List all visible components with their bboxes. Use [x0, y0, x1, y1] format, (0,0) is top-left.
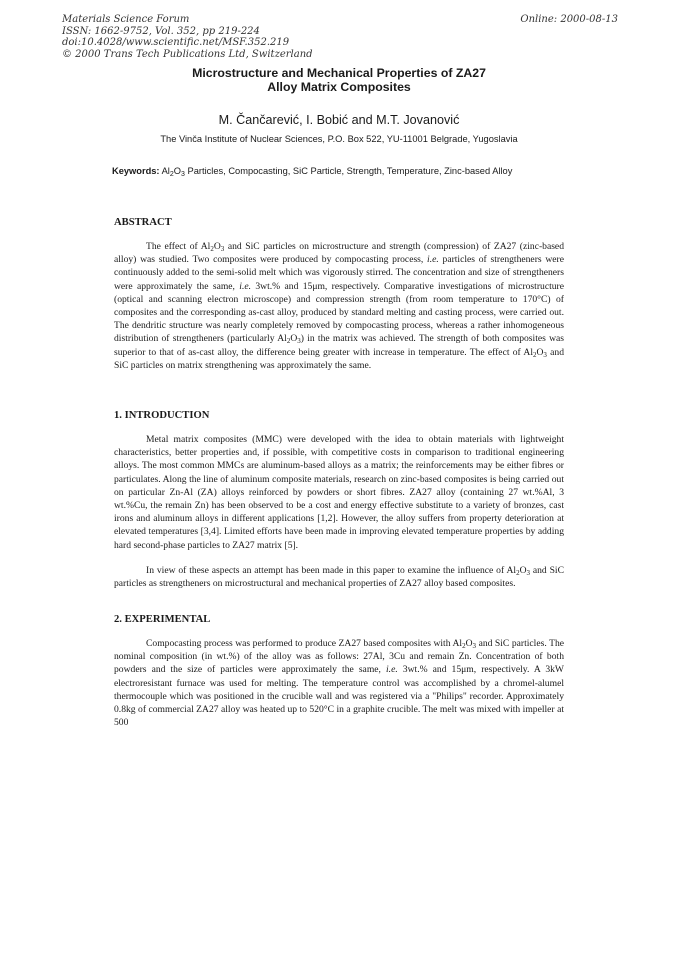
- abstract-text-8: O: [536, 346, 544, 358]
- exp-text-1: Compocasting process was performed to produce ZA27 based composites with Al: [146, 638, 463, 649]
- sub-2: 2: [532, 350, 537, 359]
- copyright-line: © 2000 Trans Tech Publications Ltd, Switzerland: [62, 48, 313, 60]
- paper-title: [0, 66, 678, 94]
- keywords: [112, 166, 582, 176]
- sub-2: 2: [516, 569, 520, 577]
- sub-2: 2: [210, 245, 214, 253]
- experimental-paragraph-1: [114, 637, 564, 729]
- sub-3: 3: [472, 642, 477, 650]
- title-line-1: Microstructure and Mechanical Properties of ZA27: [192, 66, 486, 80]
- abstract-text-2: O: [213, 241, 221, 252]
- keywords-list: Particles, Compocasting, SiC Particle, Strength, Temperature, Zinc-based Alloy: [184, 166, 513, 176]
- ie-italic: i.e.: [239, 280, 252, 292]
- ie-italic: i.e.: [386, 664, 398, 676]
- keywords-o: O: [173, 166, 182, 176]
- ie-italic: i.e.: [427, 254, 439, 266]
- abstract-paragraph: [114, 240, 564, 372]
- journal-header: [62, 14, 618, 60]
- title-line-2: Alloy Matrix Composites: [267, 80, 411, 94]
- sub-2: 2: [462, 642, 466, 650]
- online-date: Online: 2000-08-13: [520, 14, 618, 25]
- keywords-sub-3: 3: [181, 171, 185, 178]
- keywords-al: Al: [161, 166, 170, 176]
- intro-text-1: In view of these aspects an attempt has been made in this paper to examine the influence of Al: [146, 565, 517, 576]
- keywords-sub-2: 2: [169, 171, 174, 178]
- sub-3: 3: [297, 337, 301, 346]
- affiliation: The Vinča Institute of Nuclear Sciences, P.O. Box 522, YU-11001 Belgrade, Yugoslavia: [160, 134, 518, 144]
- abstract-text-7: ) in the matrix was achieved. The strength of both composites was superior to that of as-cast alloy, the difference being greater with increase in temperature. The effect of Al: [114, 333, 565, 358]
- intro-text-3: and SiC particles as strengtheners on microstructural and mechanical properties of ZA27 alloy based composites.: [114, 565, 564, 590]
- journal-name: Materials Science Forum: [62, 14, 190, 25]
- abstract-text-9: and SiC particles on matrix strengthening was approximately the same.: [114, 346, 564, 371]
- keywords-label: Keywords:: [112, 166, 160, 176]
- sub-3: 3: [526, 569, 531, 577]
- introduction-paragraph-2: [114, 564, 564, 590]
- issn-line: ISSN: 1662-9752, Vol. 352, pp 219-224: [62, 25, 260, 37]
- abstract-heading: ABSTRACT: [114, 217, 172, 228]
- abstract-text-4: particles of strengtheners were continuously added to the semi-solid melt which was vigorously stirred. The concentration and size of strengtheners were approximately the same,: [114, 254, 564, 292]
- abstract-text-3: and SiC particles on microstructure and strength (compression) of ZA27 (zinc-based alloy) was studied. Two composites were produced by compocasting process,: [114, 241, 564, 266]
- introduction-heading: 1. INTRODUCTION: [114, 410, 210, 421]
- exp-text-3: and SiC particles. The nominal composition (in wt.%) of the alloy was as follows: 27Al, 3Cu and remain Zn. Concentration of both powders and the size of particles were approximately the same,: [114, 638, 564, 676]
- sub-2: 2: [286, 337, 291, 346]
- exp-text-4: 3wt.% and 15μm, respectively. A 3kW electroresistant furnace was used for melting. The temperature control was accomplished by a chromel-alumel thermocouple which was positioned in the crucible wall and was registered via a "Philips" recorder. Approximately 0.8kg of commercial ZA27 alloy was heated up to 520°C in a graphite crucible. The melt was mixed with impeller at 500: [114, 664, 564, 729]
- doi-line[interactable]: doi:10.4028/www.scientific.net/MSF.352.219: [62, 37, 290, 48]
- introduction-paragraph-1: Metal matrix composites (MMC) were developed with the idea to obtain materials with lightweight characteristics, better properties and, if possible, with competitive costs in comparison to traditional engineering alloys. The most common MMCs are aluminum-based alloys as a matrix; the reinforcements may be either fibres or particulates. Along the line of aluminum composite materials, research on zinc-based composites is being carried out on particular Zn-Al (ZA) alloys reinforced by powders or short fibres. ZA27 alloy (containing 27 wt.%Al, 3 wt.%Cu, the remain Zn) has been observed to be a cost and energy effective substitute to a variety of bronzes, cast irons and aluminum alloys in different applications [1,2]. However, the alloy suffers from property deterioration at elevated temperatures [3,4]. Limited efforts have been made in improving elevated temperature properties by adding hard second-phase particles to ZA27 matrix [5].: [114, 434, 564, 551]
- intro-text-2: O: [519, 565, 527, 576]
- experimental-heading: 2. EXPERIMENTAL: [114, 614, 211, 625]
- author-list: M. Čančarević, I. Bobić and M.T. Jovanović: [218, 113, 460, 127]
- sub-3: 3: [220, 245, 225, 253]
- sub-3: 3: [543, 350, 547, 359]
- abstract-text-1: The effect of Al: [146, 241, 211, 252]
- abstract-text-6: O: [290, 333, 298, 345]
- exp-text-2: O: [465, 638, 473, 649]
- abstract-text-5: 3wt.% and 15μm, respectively. Comparative investigations of microstructure (optical and scanning electron microscope) and compression strength (from room temperature to 170°C) of composites and the corresponding as-cast alloy, produced by standard melting and casting process, were carried out. The dendritic structure was nearly completely removed by compocasting process, whereas a rather inhomogeneous distribution of strengtheners (particularly Al: [114, 280, 564, 345]
